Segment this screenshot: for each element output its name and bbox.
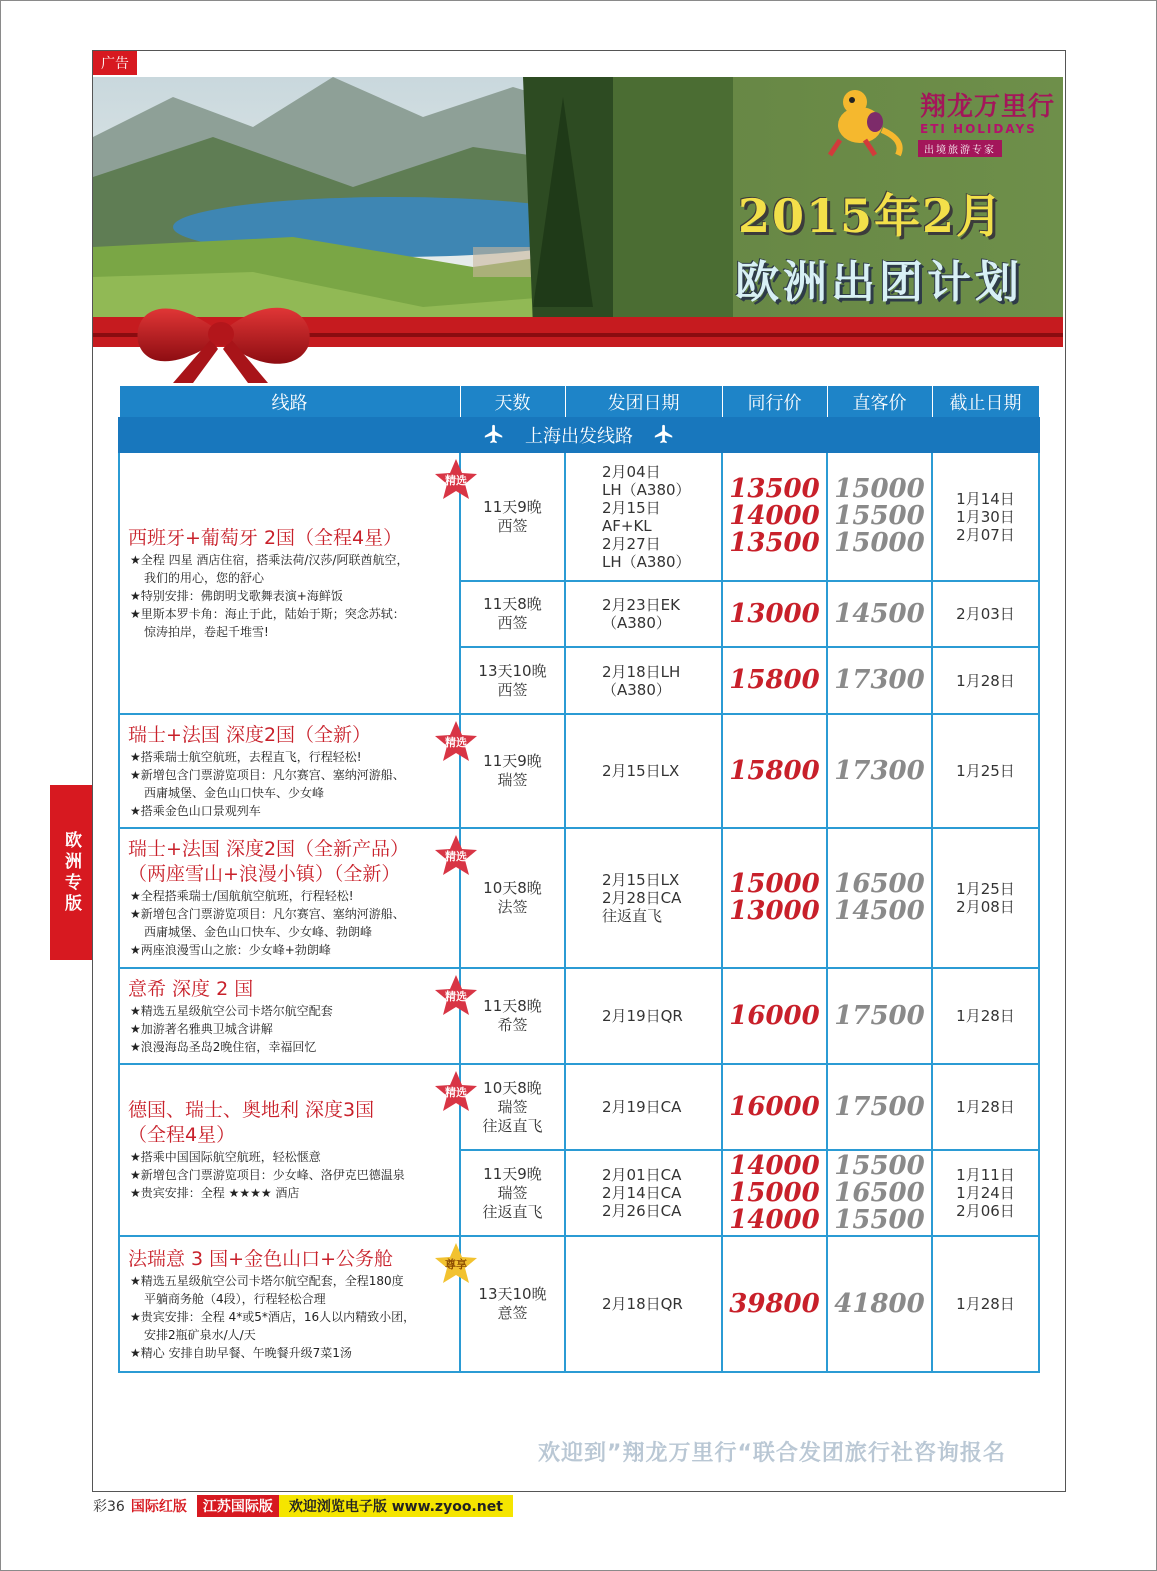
route-description-cell bbox=[119, 1236, 467, 1372]
peer-price-cell bbox=[722, 828, 827, 968]
tour-duration: 意签 bbox=[497, 1304, 528, 1322]
deadline-date-cell bbox=[932, 452, 1039, 581]
deadline-date: 2月06日 bbox=[956, 1202, 1015, 1220]
peer-price-cell bbox=[722, 452, 827, 581]
departure-city-label: 上海出发线路 bbox=[525, 426, 633, 447]
route-title: 瑞士+法国 深度2国（全新产品） bbox=[128, 838, 410, 860]
retail-price: 14500 bbox=[834, 896, 925, 926]
retail-price: 14500 bbox=[834, 598, 925, 629]
departure-city-row bbox=[119, 418, 1039, 452]
table-row bbox=[119, 1064, 1039, 1150]
route-note: ★新增包含门票游览项目：凡尔赛宫、塞纳河游船、 bbox=[130, 767, 405, 782]
peer-price: 13500 bbox=[729, 528, 820, 558]
peer-price: 16000 bbox=[729, 1000, 820, 1031]
col-header-retail-price: 直客价 bbox=[827, 386, 932, 419]
route-note: ★搭乘中国国际航空航班，轻松惬意 bbox=[130, 1150, 321, 1164]
tour-duration: 11天8晚 bbox=[483, 595, 542, 613]
departure-date: 2月26日CA bbox=[602, 1202, 682, 1220]
route-title: 法瑞意 3 国+金色山口+公务舱 bbox=[128, 1247, 394, 1270]
deadline-date: 2月08日 bbox=[956, 898, 1015, 916]
route-title-line2: （全程4星） bbox=[128, 1124, 236, 1146]
deadline-date: 1月14日 bbox=[956, 489, 1015, 508]
brand-name-en: ETI HOLIDAYS bbox=[920, 122, 1037, 136]
departure-date: LH（A380） bbox=[602, 552, 691, 571]
col-header-peer-price: 同行价 bbox=[722, 386, 827, 419]
deadline-date: 2月07日 bbox=[956, 525, 1015, 544]
tour-duration: 瑞签 bbox=[497, 771, 528, 789]
region-label: 江苏国际版 bbox=[197, 1495, 279, 1517]
retail-price-cell bbox=[827, 1064, 932, 1150]
route-note: ★新增包含门票游览项目：凡尔赛宫、塞纳河游船、 bbox=[130, 907, 405, 921]
retail-price: 15500 bbox=[834, 501, 925, 531]
route-description-cell bbox=[119, 968, 467, 1064]
deadline-date-cell bbox=[932, 581, 1039, 647]
deadline-date: 1月28日 bbox=[956, 1098, 1015, 1116]
route-badge-label: 精选 bbox=[445, 474, 467, 487]
table-header-row bbox=[119, 386, 1039, 419]
tour-duration-cell bbox=[460, 1150, 565, 1236]
route-badge-label: 精选 bbox=[445, 850, 467, 863]
deadline-date: 1月28日 bbox=[956, 1007, 1015, 1025]
route-note: ★搭乘瑞士航空航班，去程直飞，行程轻松! bbox=[130, 749, 362, 764]
edition-label: 国际红版 bbox=[130, 1499, 187, 1515]
retail-price: 17500 bbox=[834, 1000, 925, 1031]
col-header-days: 天数 bbox=[460, 386, 565, 419]
table-row bbox=[119, 452, 1039, 581]
route-note: ★精选五星级航空公司卡塔尔航空配套，全程180度 bbox=[130, 1273, 404, 1288]
tour-duration: 西签 bbox=[497, 614, 528, 632]
peer-price: 14000 bbox=[729, 1150, 820, 1181]
retail-price: 15000 bbox=[834, 528, 925, 558]
route-title: 西班牙+葡萄牙 2国（全程4星） bbox=[128, 526, 403, 549]
departure-date-cell bbox=[565, 1064, 722, 1150]
deadline-date: 1月28日 bbox=[956, 671, 1015, 690]
deadline-date: 1月30日 bbox=[956, 507, 1015, 526]
route-title: 意希 深度 2 国 bbox=[128, 977, 254, 1000]
departure-date: 2月04日 bbox=[602, 462, 661, 481]
peer-price: 13000 bbox=[729, 598, 820, 629]
tour-duration: 瑞签 bbox=[497, 1097, 528, 1116]
peer-price: 16000 bbox=[729, 1091, 820, 1122]
departure-date: 2月19日CA bbox=[602, 1098, 682, 1116]
route-note: ★里斯本罗卡角：海止于此，陆始于斯；突念苏轼： bbox=[130, 606, 405, 621]
route-note: 平躺商务舱（4段），行程轻松合理 bbox=[144, 1291, 326, 1306]
route-note: ★精选五星级航空公司卡塔尔航空配套 bbox=[130, 1003, 333, 1018]
departure-date-cell bbox=[565, 647, 722, 714]
route-note: 惊涛拍岸，卷起千堆雪! bbox=[144, 624, 269, 639]
col-header-dates: 发团日期 bbox=[565, 386, 722, 419]
route-description-cell bbox=[119, 828, 467, 968]
route-badge bbox=[433, 973, 479, 1017]
tour-duration: 瑞签 bbox=[497, 1183, 528, 1202]
tour-duration: 希签 bbox=[497, 1016, 528, 1034]
route-note: ★全程 四星 酒店住宿，搭乘法荷/汉莎/阿联酋航空， bbox=[130, 552, 409, 567]
ad-tag: 广告 bbox=[93, 51, 137, 75]
peer-price-cell bbox=[722, 647, 827, 714]
tour-duration: 13天10晚 bbox=[478, 661, 547, 680]
departure-date-cell bbox=[565, 968, 722, 1064]
route-description-cell bbox=[119, 1064, 467, 1236]
peer-price: 14000 bbox=[729, 501, 820, 531]
route-badge-label: 精选 bbox=[445, 736, 467, 749]
retail-price-cell bbox=[827, 1236, 932, 1372]
peer-price: 15000 bbox=[729, 869, 820, 899]
route-title-line2: （两座雪山+浪漫小镇）（全新） bbox=[128, 863, 401, 885]
page-footer bbox=[93, 1495, 513, 1517]
departure-date-cell bbox=[565, 828, 722, 968]
departure-date: 2月23日EK bbox=[602, 596, 680, 614]
peer-price: 15800 bbox=[729, 755, 820, 786]
retail-price-cell bbox=[827, 1150, 932, 1236]
route-description-cell bbox=[119, 452, 467, 714]
deadline-date-cell bbox=[932, 647, 1039, 714]
tour-duration: 10天8晚 bbox=[483, 1078, 542, 1097]
departure-date: AF+KL bbox=[602, 516, 652, 535]
airplane-icon bbox=[483, 423, 505, 445]
deadline-date: 1月24日 bbox=[956, 1184, 1015, 1202]
col-header-route: 线路 bbox=[119, 386, 460, 419]
departure-date: 2月14日CA bbox=[602, 1184, 682, 1202]
col-header-deadline: 截止日期 bbox=[932, 386, 1039, 419]
retail-price: 16500 bbox=[834, 1177, 925, 1208]
website-link[interactable]: 欢迎浏览电子版 www.zyoo.net bbox=[279, 1495, 513, 1517]
section-side-tab: 欧洲专版 bbox=[50, 785, 92, 960]
departure-date-cell bbox=[565, 714, 722, 828]
peer-price-cell bbox=[722, 968, 827, 1064]
tour-duration: 法签 bbox=[497, 898, 528, 916]
peer-price-cell bbox=[722, 581, 827, 647]
peer-price: 13000 bbox=[729, 896, 820, 926]
headline-plan: 欧洲出团计划 bbox=[735, 257, 1023, 308]
peer-price: 15800 bbox=[729, 665, 820, 695]
table-row bbox=[119, 1236, 1039, 1372]
tour-duration: 11天8晚 bbox=[483, 997, 542, 1015]
peer-price-cell bbox=[722, 1236, 827, 1372]
deadline-date-cell bbox=[932, 1064, 1039, 1150]
retail-price: 17300 bbox=[834, 665, 925, 695]
deadline-date-cell bbox=[932, 1150, 1039, 1236]
tour-duration: 10天8晚 bbox=[483, 879, 542, 897]
route-badge bbox=[433, 1241, 479, 1285]
peer-price: 14000 bbox=[729, 1204, 820, 1235]
route-title: 德国、瑞士、奥地利 深度3国 bbox=[128, 1099, 375, 1121]
departure-date-cell bbox=[565, 1150, 722, 1236]
deadline-date-cell bbox=[932, 1236, 1039, 1372]
route-note: 安排2瓶矿泉水/人/天 bbox=[144, 1327, 256, 1342]
route-note: ★精心 安排自助早餐、午晚餐升级7菜1汤 bbox=[130, 1345, 352, 1360]
route-table bbox=[118, 385, 1040, 1373]
table-row bbox=[119, 828, 1039, 968]
tour-duration: 13天10晚 bbox=[478, 1285, 547, 1303]
departure-date: （A380） bbox=[602, 614, 671, 632]
route-note: 西庸城堡、金色山口快车、少女峰 bbox=[144, 785, 325, 800]
departure-date-cell bbox=[565, 452, 722, 581]
deadline-date: 1月11日 bbox=[956, 1166, 1015, 1184]
retail-price: 15500 bbox=[834, 1150, 925, 1181]
tour-duration: 11天9晚 bbox=[483, 752, 542, 770]
departure-date: 往返直飞 bbox=[602, 907, 663, 925]
route-note: ★两座浪漫雪山之旅：少女峰+勃朗峰 bbox=[130, 943, 331, 957]
tour-duration: 西签 bbox=[497, 680, 528, 699]
retail-price-cell bbox=[827, 828, 932, 968]
retail-price-cell bbox=[827, 968, 932, 1064]
route-note: ★搭乘金色山口景观列车 bbox=[130, 803, 261, 818]
departure-date: 2月15日LX bbox=[602, 871, 680, 889]
peer-price-cell bbox=[722, 1064, 827, 1150]
departure-date: 2月27日 bbox=[602, 534, 661, 553]
route-note: 西庸城堡、金色山口快车、少女峰、勃朗峰 bbox=[144, 925, 373, 939]
retail-price-cell bbox=[827, 581, 932, 647]
headline-year: 2015年2月 bbox=[738, 189, 1005, 243]
deadline-date-cell bbox=[932, 714, 1039, 828]
tour-duration-cell bbox=[460, 581, 565, 647]
departure-date-cell bbox=[565, 581, 722, 647]
route-note: ★贵宾安排：全程 ★★★★ 酒店 bbox=[130, 1186, 300, 1200]
retail-price: 16500 bbox=[834, 869, 925, 899]
route-note: ★全程搭乘瑞士/国航航空航班，行程轻松! bbox=[130, 889, 354, 903]
tour-duration-cell bbox=[460, 647, 565, 714]
departure-date: 2月18日LH bbox=[602, 662, 681, 681]
route-badge bbox=[433, 1069, 479, 1113]
departure-date-cell bbox=[565, 1236, 722, 1372]
welcome-message: 欢迎到”翔龙万里行“联合发团旅行社咨询报名 bbox=[538, 1441, 1006, 1466]
tour-duration: 11天9晚 bbox=[483, 497, 542, 516]
route-note: ★新增包含门票游览项目：少女峰、洛伊克巴德温泉 bbox=[130, 1168, 405, 1182]
departure-date: 2月01日CA bbox=[602, 1166, 682, 1184]
page-number: 彩36 bbox=[93, 1499, 125, 1515]
deadline-date-cell bbox=[932, 828, 1039, 968]
peer-price: 39800 bbox=[729, 1288, 820, 1319]
tour-duration: 往返直飞 bbox=[482, 1202, 543, 1221]
departure-date: LH（A380） bbox=[602, 480, 691, 499]
route-badge-label: 精选 bbox=[445, 1086, 467, 1099]
route-note: ★浪漫海岛圣岛2晚住宿，幸福回忆 bbox=[130, 1039, 317, 1054]
departure-date: 2月15日 bbox=[602, 498, 661, 517]
airplane-icon bbox=[653, 423, 675, 445]
route-badge-label: 尊享 bbox=[445, 1258, 467, 1271]
deadline-date-cell bbox=[932, 968, 1039, 1064]
departure-date: 2月28日CA bbox=[602, 889, 682, 907]
peer-price-cell bbox=[722, 1150, 827, 1236]
route-badge-label: 精选 bbox=[445, 990, 467, 1003]
route-badge bbox=[433, 457, 479, 501]
route-badge bbox=[433, 833, 479, 877]
retail-price: 17500 bbox=[834, 1091, 925, 1122]
brand-name-cn: 翔龙万里行 bbox=[920, 92, 1056, 122]
retail-price: 15500 bbox=[834, 1204, 925, 1235]
retail-price-cell bbox=[827, 714, 932, 828]
deadline-date: 1月25日 bbox=[956, 880, 1015, 898]
deadline-date: 1月25日 bbox=[956, 762, 1015, 780]
retail-price-cell bbox=[827, 452, 932, 581]
route-note: ★贵宾安排：全程 4*或5*酒店，16人以内精致小团， bbox=[130, 1309, 416, 1324]
tour-duration: 11天9晚 bbox=[483, 1164, 542, 1183]
table-row bbox=[119, 714, 1039, 828]
retail-price: 17300 bbox=[834, 755, 925, 786]
route-note: ★特别安排：佛朗明戈歌舞表演+海鲜饭 bbox=[130, 588, 343, 603]
retail-price-cell bbox=[827, 647, 932, 714]
tour-duration: 西签 bbox=[497, 516, 528, 535]
retail-price: 15000 bbox=[834, 474, 925, 504]
route-note: ★加游著名雅典卫城含讲解 bbox=[130, 1021, 273, 1036]
peer-price: 15000 bbox=[729, 1177, 820, 1208]
route-description-cell bbox=[119, 714, 467, 828]
brand-tagline: 出境旅游专家 bbox=[918, 140, 1002, 157]
deadline-date: 1月28日 bbox=[956, 1295, 1015, 1313]
retail-price: 41800 bbox=[834, 1288, 925, 1319]
departure-date: 2月19日QR bbox=[602, 1007, 683, 1025]
route-badge bbox=[433, 719, 479, 763]
peer-price: 13500 bbox=[729, 474, 820, 504]
departure-date: （A380） bbox=[602, 680, 671, 699]
route-title: 瑞士+法国 深度2国（全新） bbox=[128, 723, 372, 746]
departure-date: 2月15日LX bbox=[602, 762, 680, 780]
peer-price-cell bbox=[722, 714, 827, 828]
route-note: 我们的用心，您的舒心 bbox=[144, 570, 265, 585]
departure-date: 2月18日QR bbox=[602, 1295, 683, 1313]
deadline-date: 2月03日 bbox=[956, 605, 1015, 623]
table-row bbox=[119, 968, 1039, 1064]
tour-duration: 往返直飞 bbox=[482, 1116, 543, 1135]
